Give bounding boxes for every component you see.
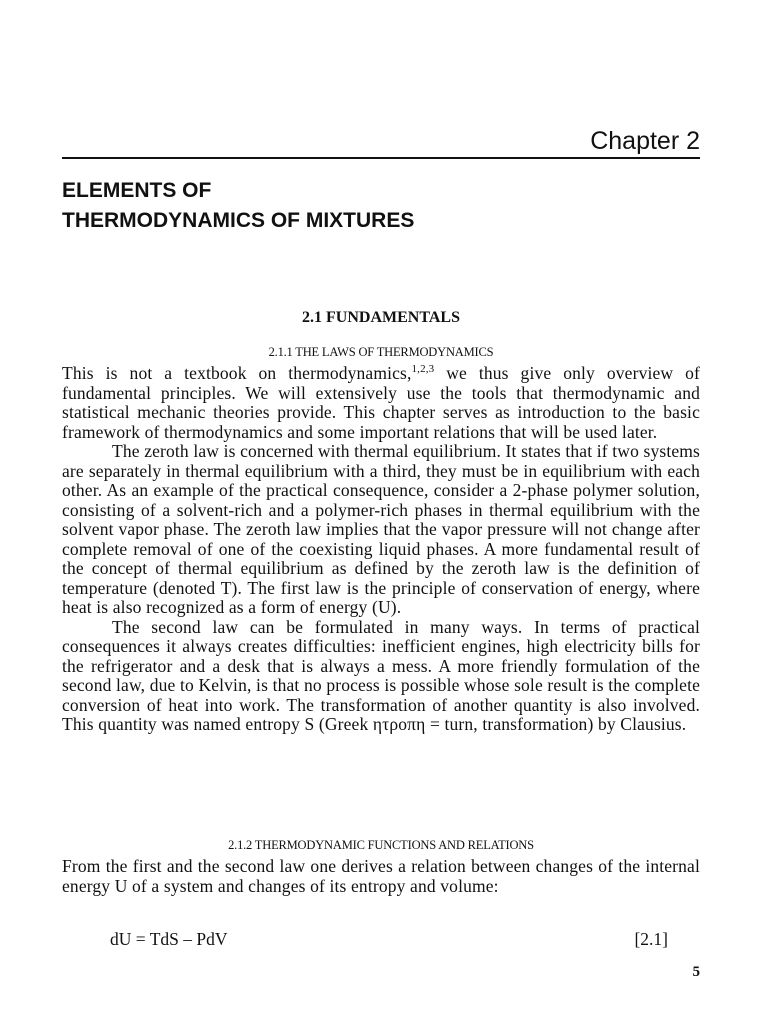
equation-number: [2.1] [634,929,668,949]
subsection-heading-laws: 2.1.1 THE LAWS OF THERMODYNAMICS [268,345,494,359]
section-heading: 2.1 FUNDAMENTALS [302,309,460,326]
laws-p1-text-start: This is not a textbook on thermodynamics, [62,363,412,383]
laws-paragraph-2: The zeroth law is concerned with thermal equilibrium. It states that if two systems are separately in thermal equilibrium with a third, they must be in equilibrium with each other. As an example of the practical consequence, consider a 2-phase polymer solution, consisting of a solvent-rich and a polymer-rich phases in thermal equilibrium with the solvent vapor phase. The zeroth law implies that the vapor pressure will not change after complete removal of one of the coexisting liquid phases. A more fundamental result of the concept of thermal equilibrium as defined by the zeroth law is the definition of temperature (denoted T). The first law is the principle of conservation of energy, where heat is also recognized as a form of energy (U). [62,441,700,617]
functions-paragraph-1: From the first and the second law one derives a relation between changes of the internal energy U of a system and changes of its entropy and volume: [62,856,700,896]
chapter-title [62,176,702,236]
page-number: 5 [692,964,700,980]
chapter-rule [62,157,700,159]
functions-body-text [62,857,700,896]
laws-paragraph-1 [62,364,700,442]
equation-expression: dU = TdS – PdV [110,929,228,949]
chapter-title-line-2: THERMODYNAMICS OF MIXTURES [62,209,415,232]
citation-ref: 1,2,3 [411,363,435,376]
laws-body-text [62,364,700,735]
subsection-heading-functions: 2.1.2 THERMODYNAMIC FUNCTIONS AND RELATIONS [228,838,534,852]
chapter-title-line-1: ELEMENTS OF [62,179,212,202]
chapter-label: Chapter 2 [590,127,700,155]
laws-p1-text-end: we thus give only overview of fundamental principles. We will extensively use the tools that thermodynamic and statistical mechanic theories provide. This chapter serves as introduction to the basic framework of thermodynamics and some important relations that will be used later. [62,363,700,442]
laws-paragraph-3: The second law can be formulated in many ways. In terms of practical consequences it always creates difficulties: inefficient engines, high electricity bills for the refrigerator and a desk that is always a mess. A more friendly formulation of the second law, due to Kelvin, is that no process is possible whose sole result is the complete conversion of heat into work. The transformation of another quantity is also involved. This quantity was named entropy S (Greek ητροπη = turn, transformation) by Clausius. [62,616,700,734]
